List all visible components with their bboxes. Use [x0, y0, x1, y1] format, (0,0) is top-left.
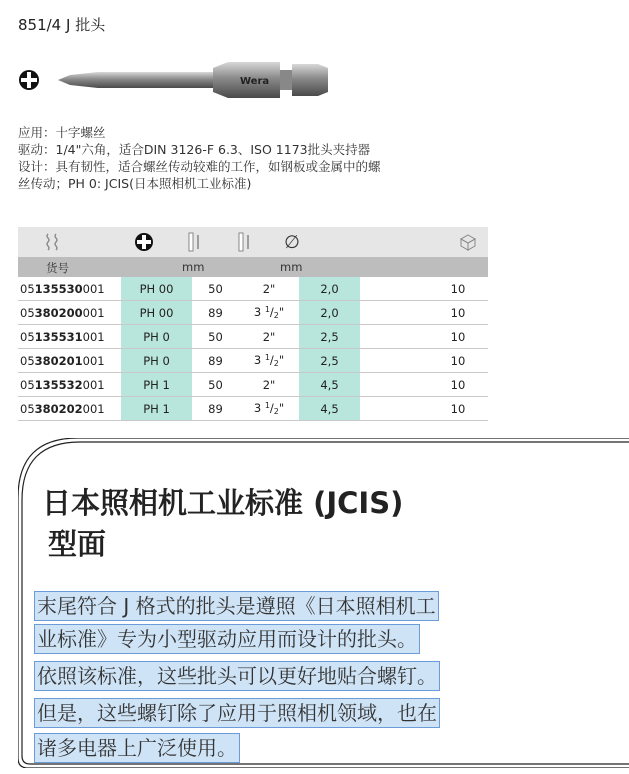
length-inch: 2" [239, 325, 299, 349]
diameter: 4,5 [299, 373, 360, 397]
length-mm-icon [183, 231, 207, 253]
article-number: 05380200001 [18, 301, 121, 325]
package-quantity: 10 [428, 349, 488, 373]
description [18, 124, 498, 192]
table-row [18, 397, 488, 421]
article-number: 05135532001 [18, 373, 121, 397]
tip-size: PH 1 [121, 373, 192, 397]
table-icon-header [18, 227, 488, 257]
diameter: 2,0 [299, 277, 360, 301]
length-inch: 3 $^1/_2$" [239, 301, 299, 325]
length-mm: 89 [192, 349, 239, 373]
jcis-body-line: 末尾符合 J 格式的批头是遵照《日本照相机工 [34, 591, 439, 621]
description-design: 设计：具有韧性，适合螺丝传动较难的工作，如钢板或金属中的螺 [18, 159, 381, 174]
diameter: 2,0 [299, 301, 360, 325]
col-length-unit: mm [182, 260, 205, 274]
article-number: 05135531001 [18, 325, 121, 349]
length-mm: 50 [192, 325, 239, 349]
package-quantity: 10 [428, 373, 488, 397]
tip-size: PH 1 [121, 397, 192, 421]
description-design-cont: 丝传动；PH 0: JCIS(日本照相机工业标准) [18, 176, 252, 191]
package-quantity: 10 [428, 277, 488, 301]
jcis-body-line: 但是，这些螺钉除了应用于照相机领域，也在 [34, 698, 440, 728]
table-row [18, 373, 488, 397]
length-inch-icon [233, 231, 257, 253]
tip-size: PH 00 [121, 277, 192, 301]
col-diameter-unit: mm [280, 260, 303, 274]
jcis-heading: 日本照相机工业标准 (JCIS) [42, 486, 404, 520]
col-article-label: 货号 [46, 261, 69, 275]
table-unit-header [18, 257, 488, 277]
page-title: 851/4 J 批头 [18, 16, 106, 34]
description-drive: 驱动：1/4"六角，适合DIN 3126-F 6.3、ISO 1173批头夹持器 [18, 142, 371, 157]
screwdriver-bit-image [18, 58, 338, 108]
table-row [18, 325, 488, 349]
phillips-cross-icon [19, 70, 39, 90]
length-mm: 50 [192, 277, 239, 301]
diameter-icon: ∅ [284, 231, 300, 253]
package-quantity: 10 [428, 325, 488, 349]
length-inch: 3 $^1/_2$" [239, 397, 299, 421]
specification-table [18, 227, 488, 421]
jcis-body-line: 业标准》专为小型驱动应用而设计的批头。 [34, 624, 420, 654]
jcis-subheading: 型面 [48, 527, 107, 561]
table-row [18, 349, 488, 373]
length-mm: 89 [192, 397, 239, 421]
article-number: 05135530001 [18, 277, 121, 301]
jcis-body-line: 诸多电器上广泛使用。 [34, 733, 240, 763]
table-row [18, 301, 488, 325]
phillips-cross-icon [132, 231, 156, 253]
length-inch: 2" [239, 277, 299, 301]
length-inch: 3 $^1/_2$" [239, 349, 299, 373]
tip-size: PH 00 [121, 301, 192, 325]
wera-logo: Wera [240, 76, 270, 87]
package-quantity: 10 [428, 301, 488, 325]
tip-size: PH 0 [121, 349, 192, 373]
diameter: 2,5 [299, 349, 360, 373]
article-number: 05380201001 [18, 349, 121, 373]
length-inch: 2" [239, 373, 299, 397]
article-number: 05380202001 [18, 397, 121, 421]
tip-size: PH 0 [121, 325, 192, 349]
length-mm: 89 [192, 301, 239, 325]
length-mm: 50 [192, 373, 239, 397]
article-number-icon [42, 231, 66, 253]
table-row [18, 277, 488, 301]
diameter: 2,5 [299, 325, 360, 349]
package-icon [456, 231, 480, 253]
package-quantity: 10 [428, 397, 488, 421]
description-application: 应用：十字螺丝 [18, 125, 106, 140]
spec-rows [18, 277, 488, 421]
jcis-body-line: 依照该标准，这些批头可以更好地贴合螺钉。 [34, 661, 440, 691]
diameter: 4,5 [299, 397, 360, 421]
